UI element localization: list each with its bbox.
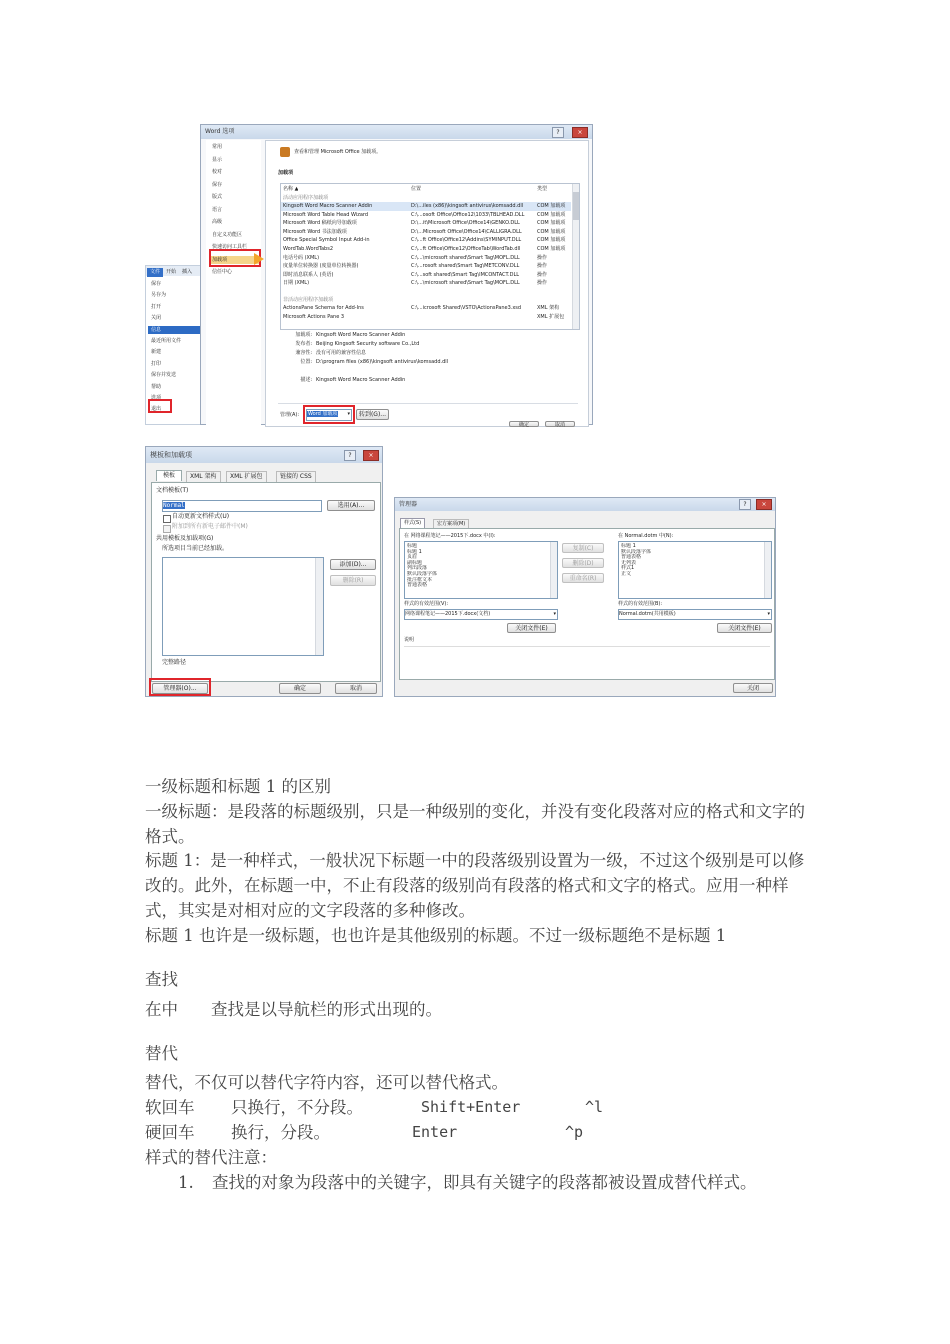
auto-update-checkbox[interactable] [163,515,171,523]
tab-templates[interactable]: 模板 [156,470,182,481]
addin-name: ActionsPane Schema for Add-Ins [283,305,364,311]
detail-value: Kingsoft Word Macro Scanner Addin [316,377,406,383]
left-label: 在 网络课程笔记——2015下.docx 中(I): [404,533,496,539]
full-path-label: 完整路径 [162,659,187,666]
left-scope-label: 样式的有效范围(V): [404,601,449,607]
delete-button[interactable]: 删除(D) [562,558,604,568]
detail-key: 描述: [300,377,312,383]
organizer-dialog [394,497,776,697]
chevron-down-icon: ▾ [767,611,770,617]
style-item[interactable]: 默认段落字体 [621,548,652,555]
addin-name: Microsoft Word 稿纸向导加载项 [283,220,357,227]
addin-type: COM 加载项 [537,246,566,252]
dialog-title: 管理器 [395,498,775,511]
right-style-list[interactable] [618,541,772,599]
style-item[interactable]: 无列表 [621,559,637,566]
backstage-item[interactable]: 帮助 [151,383,162,390]
detail-key: 兼容性: [295,350,312,356]
tab-home[interactable]: 开始 [166,269,177,275]
find-title: 查找 [145,970,178,989]
addin-type: COM 加载项 [537,211,566,218]
backstage-item[interactable]: 信息 [148,326,201,335]
close-file-right-button[interactable]: 关闭文件(E) [717,623,772,633]
addin-location: D:\...Microsoft Office\Office14\CALLIGRA.DLL [411,228,522,235]
addin-type: XML 架构 [537,305,560,311]
options-nav-item[interactable]: 常用 [212,144,223,150]
addin-row[interactable] [281,245,571,254]
backstage-item[interactable]: 选项 [151,395,162,401]
tab-xml-schema[interactable]: XML 架构 [186,471,221,483]
list-scrollbar[interactable] [572,184,579,329]
attach-email-label: 附加到所有新电子邮件中(M) [172,523,248,530]
detail-value: Beijing Kingsoft Security software Co.,Ltd [316,341,420,347]
tab-insert[interactable]: 插入 [182,269,193,275]
style-item[interactable]: 默认段落字体 [407,571,438,577]
addin-row[interactable] [281,219,571,228]
tab-file[interactable]: 文件 [147,268,163,277]
cancel-button[interactable]: 取消 [335,683,377,694]
copy-button[interactable]: 复制(C) [562,543,604,553]
help-icon[interactable]: ? [344,450,356,461]
detail-key: 位置: [300,359,312,365]
style-item[interactable]: 样式1 [621,565,635,572]
description-divider [404,646,770,647]
backstage-item[interactable]: 关闭 [151,315,162,322]
addin-row[interactable] [281,228,571,237]
left-style-list[interactable] [404,541,558,599]
note-item-1: 1. 查找的对象为段落中的关键字，即具有关键字的段落都被设置成替代样式。 [178,1173,757,1192]
help-icon[interactable]: ? [552,127,564,138]
right-scope-select[interactable]: Normal.dotm(共用模板) ▾ [618,609,772,620]
addin-type: COM 加载项 [537,203,566,209]
addin-name: Microsoft Word Table Head Wizard [283,211,369,218]
close-file-left-button[interactable]: 关闭文件(E) [507,623,556,633]
arrow-icon [254,253,264,265]
dialog-title: 模板和加载项 [146,447,382,463]
find-body: 在中 查找是以导航栏的形式出现的。 [145,1000,442,1019]
style-item[interactable]: 普通表格 [407,582,428,589]
remove-button[interactable]: 删除(R) [330,575,376,586]
doc-template-input[interactable]: Normal [162,500,322,512]
backstage-item[interactable]: 保存 [151,281,162,287]
group-inactive: 非活动应用程序加载项 [283,297,334,303]
addins-header: 查看和管理 Microsoft Office 加载项。 [294,149,382,155]
options-nav-item[interactable]: 版式 [212,194,223,200]
col-type[interactable]: 类型 [537,186,548,192]
options-nav-item[interactable]: 保存 [212,181,223,188]
addin-location: D:\...iles (x86)\kingsoft antivirus\komsadd.dll [411,203,524,209]
options-nav-item[interactable]: 自定义功能区 [212,231,243,238]
replace-title: 替代 [145,1044,178,1063]
manage-select[interactable]: Word 加载项 ▾ [306,409,352,421]
global-list[interactable] [162,557,324,656]
soft-return-row: 软回车 只换行，不分段。 Shift+Enter ^l [145,1098,604,1117]
addin-name: Microsoft Word 书法加载项 [283,228,347,235]
list-scrollbar[interactable] [550,542,557,598]
manage-label: 管理(A): [280,412,300,418]
auto-update-label: 自动更新文档样式(U) [172,513,230,520]
style-item[interactable]: 标题 [407,543,418,549]
addin-name: WordTab.WordTabs2 [283,246,334,252]
options-nav-item[interactable]: 校对 [212,169,223,175]
addin-name: Kingsoft Word Macro Scanner Addin [283,203,373,209]
addin-row[interactable] [281,254,571,263]
col-name[interactable]: 名称 ▲ [283,186,299,192]
addin-location: C:\...ft Office\Office12\OfficeTab\WordTab.dll [411,246,521,252]
addin-row[interactable] [281,279,571,288]
style-item[interactable]: 标题 1 [407,548,422,555]
addin-row-inactive[interactable] [281,304,571,313]
style-item[interactable]: 普通表格 [621,554,642,561]
options-nav-item[interactable]: 快速访问工具栏 [212,244,248,250]
addin-type: 操作 [537,263,548,270]
addin-location: C:\...rosoft shared\Smart Tag\METCONV.DLL [411,263,520,270]
addin-name: 日期 (XML) [283,280,310,287]
list-scrollbar[interactable] [764,542,771,598]
addin-location: C:\...soft shared\Smart Tag\IMCONTACT.DLL [411,271,520,278]
backstage-item[interactable]: 打开 [151,303,162,310]
group-active: 活动应用程序加载项 [283,195,329,201]
backstage-item[interactable]: 退出 [151,406,162,413]
close-button[interactable]: 关闭 [733,683,773,693]
right-scope-label: 样式的有效范围(B): [618,601,663,607]
style-item[interactable]: 页眉 [407,554,418,561]
addin-row[interactable] [281,271,571,280]
close-icon[interactable]: × [572,127,588,138]
section-heading-diff: 一级标题和标题 1 的区别 [145,777,331,796]
addin-type: COM 加载项 [537,228,566,235]
word-options-dialog [200,124,593,428]
addins-list[interactable] [280,183,580,330]
right-label: 在 Normal.dotm 中(N): [618,533,674,539]
style-item[interactable]: 列出段落 [407,565,428,572]
style-item[interactable]: 正文 [621,571,632,577]
tab-linked-css[interactable]: 链接的 CSS [276,471,316,483]
help-icon[interactable]: ? [739,499,751,510]
addin-row[interactable] [281,236,571,245]
addin-type: 操作 [537,254,548,261]
options-nav-item[interactable]: 高级 [212,219,223,225]
organizer-button[interactable]: 管理器(O)... [152,683,208,694]
left-scope-select[interactable]: 网络课程笔记——2015下.docx(文档) ▾ [404,609,558,620]
backstage-item[interactable]: 最近所用文件 [151,338,182,344]
backstage-item[interactable]: 另存为 [151,292,167,299]
attach-email-checkbox[interactable] [163,525,171,533]
list-scrollbar[interactable] [315,558,323,655]
backstage-item[interactable]: 打印 [151,360,162,367]
global-label: 共用模板及加载项(G) [156,535,214,542]
backstage-panel [145,265,205,425]
addin-row[interactable] [281,262,571,271]
rename-button[interactable]: 重命名(R) [562,573,604,583]
select-template-button[interactable]: 选用(A)... [327,500,375,511]
addin-name: 电话号码 (XML) [283,254,320,261]
add-button[interactable]: 添加(D)... [330,559,376,570]
templates-dialog [145,446,383,697]
addins-icon [280,147,290,157]
detail-key: 加载项: [295,332,312,338]
options-nav-item[interactable]: 显示 [212,156,223,163]
addin-location: C:\...osoft Office\Office12\1033\TBLHEAD.DLL [411,211,525,218]
close-icon[interactable]: × [363,450,379,461]
style-item[interactable]: 副标题 [407,559,423,566]
cancel-button[interactable]: 取消 [545,421,575,427]
tab-macros[interactable]: 宏方案项(M) [433,519,469,530]
addin-row-inactive[interactable] [281,313,571,322]
addin-type: 操作 [537,271,548,278]
options-nav-item[interactable]: 信任中心 [212,269,233,275]
options-nav-item[interactable]: 语言 [212,206,223,213]
organizer-highlight-box [149,678,211,696]
tab-xml-packs[interactable]: XML 扩展包 [226,471,267,483]
addin-name: Microsoft Actions Pane 3 [283,313,345,320]
style-item[interactable]: 批注框文本 [407,576,433,583]
close-icon[interactable]: × [756,499,772,510]
ok-button[interactable]: 确定 [279,683,321,694]
options-nav-item[interactable]: 加载项 [209,256,260,265]
dialog-title: Word 选项 [201,125,592,139]
addin-type: COM 加载项 [537,237,566,244]
organizer-panel [399,528,775,680]
addin-type: 操作 [537,280,548,287]
details-divider [278,403,578,404]
addin-name: 度量单位转换器 (度量单位转换器) [283,263,359,270]
templates-panel [151,482,381,682]
backstage-item[interactable]: 保存并发送 [151,372,177,379]
options-content [265,140,589,427]
options-highlight-box [148,399,172,413]
ok-button[interactable]: 确定 [509,421,539,427]
detail-value: 没有可用的兼容性信息 [316,350,367,356]
notes-title: 样式的替代注意： [145,1148,277,1167]
addin-location: C:\...\microsoft shared\Smart Tag\MOFL.DLL [411,254,520,261]
manage-highlight-box [303,405,355,424]
detail-key: 发布者: [295,341,312,347]
addin-name: 即时消息联系人 (英语) [283,271,334,278]
tab-styles[interactable]: 样式(S) [400,518,425,529]
addin-row[interactable] [281,202,571,211]
chevron-down-icon: ▾ [347,411,350,417]
addin-type: XML 扩展包 [537,313,565,320]
style-item[interactable]: 标题 1 [621,543,636,549]
go-button[interactable]: 转到(G)... [356,409,389,420]
paragraph-level-heading: 一级标题：是段落的标题级别，只是一种级别的变化，并没有变化段落对应的格式和文字的格式。 [145,802,805,846]
col-location[interactable]: 位置 [411,186,422,192]
paragraph-conclusion: 标题 1 也许是一级标题，也也许是其他级别的标题。不过一级标题绝不是标题 1 [145,926,727,945]
detail-value: D:\program files (x86)\kingsoft antivirus\komsadd.dll [316,359,449,365]
addin-location: D:\...it\Microsoft Office\Office14\GENKO.DLL [411,220,520,227]
global-hint: 所选项目当前已经加载。 [162,545,229,552]
addin-location: C:\...icrosoft Shared\VSTO\ActionsPane3.xsd [411,305,522,311]
detail-value: Kingsoft Word Macro Scanner Addin [316,332,406,338]
addin-row[interactable] [281,211,571,220]
addin-name: Office Special Symbol Input Add-in [283,237,370,244]
backstage-item[interactable]: 新建 [151,349,162,356]
replace-body: 替代，不仅可以替代字符内容，还可以替代格式。 [145,1073,508,1092]
addin-type: COM 加载项 [537,220,566,227]
section-title: 加载项 [278,170,294,176]
options-nav [206,140,261,425]
description-label: 说明 [404,637,415,643]
doc-template-label: 文档模板(T) [156,487,189,494]
hard-return-row: 硬回车 换行，分段。 Enter ^p [145,1123,584,1142]
addin-location: C:\...\microsoft shared\Smart Tag\MOFL.DLL [411,280,520,287]
addin-location: C:\...ft Office\Office12\Addins\SYMINPUT.DLL [411,237,522,244]
paragraph-heading-style: 标题 1：是一种样式，一般状况下标题一中的段落级别设置为一级，不过这个级别是可以修改的。此外，在标题一中，不止有段落的级别尚有段落的格式和文字的格式。应用一种样式，其实是对相对应的文字段落的多种修改。 [145,851,805,920]
chevron-down-icon: ▾ [553,611,556,617]
